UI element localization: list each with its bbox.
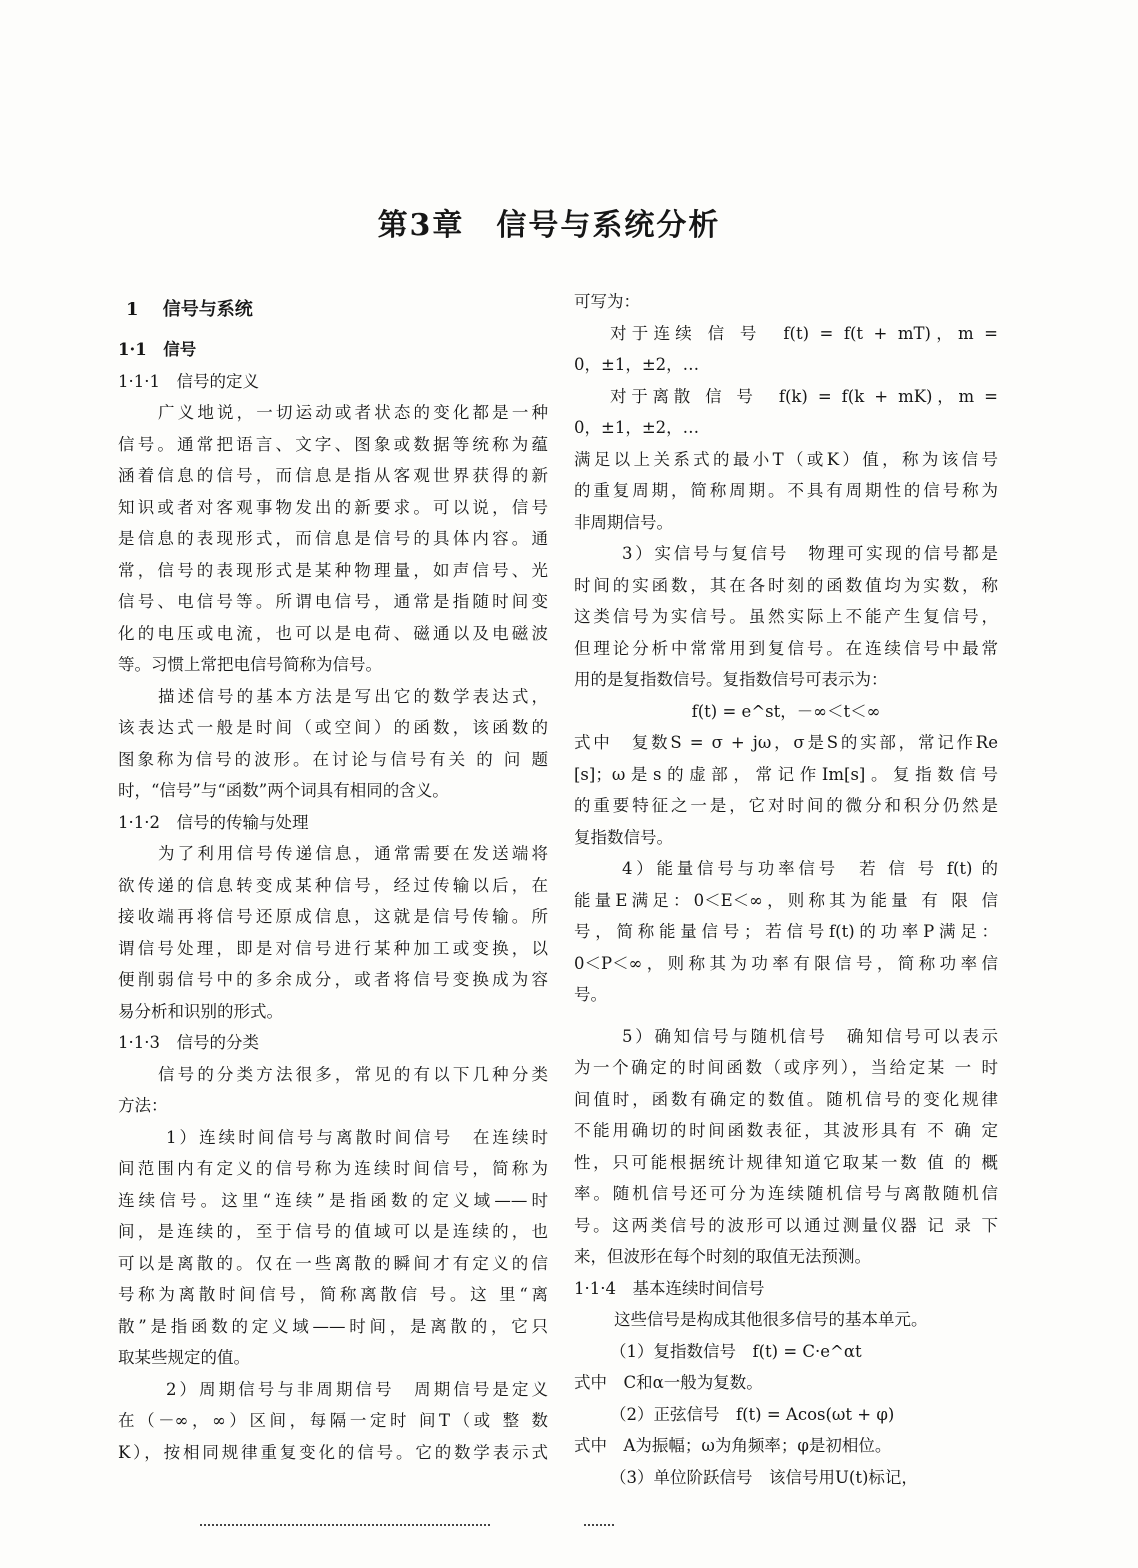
text-line: 1·1 信号 xyxy=(118,340,197,359)
right-column xyxy=(574,286,998,1493)
text-line: 图象称为信号的波形。在讨论与信号有关 的 问 题 xyxy=(118,749,548,769)
text-line: 式中 复数S = σ + jω，σ是S的实部，常记作Re xyxy=(574,733,998,752)
text-line: 0＜P＜∞，则称其为功率有限信号，简称功率信 xyxy=(574,953,998,973)
text-line: K），按相同规律重复变化的信号。它的数学表示式 xyxy=(118,1442,548,1462)
footer-rule xyxy=(200,1524,490,1526)
text-line: 1·1·3 信号的分类 xyxy=(118,1033,259,1052)
text-line: 这类信号为实信号。虽然实际上不能产生复信号， xyxy=(574,607,998,626)
text-line: 为了利用信号传递信息，通常需要在发送端将 xyxy=(158,844,548,863)
text-line: 可以是离散的。仅在一些离散的瞬间才有定义的信 xyxy=(118,1253,548,1273)
text-line: 率。随机信号还可分为连续随机信号与离散随机信 xyxy=(574,1184,998,1203)
text-line: 非周期信号。 xyxy=(574,512,673,532)
text-line: 接收端再将信号还原成信息，这就是信号传输。所 xyxy=(118,907,548,926)
text-line: 对于连续 信 号 f(t) = f(t + mT)，m = xyxy=(610,323,998,343)
text-line: 间范围内有定义的信号称为连续时间信号，简称为 xyxy=(118,1159,548,1178)
text-line: 描述信号的基本方法是写出它的数学表达式， xyxy=(158,686,548,706)
text-line: 5）确知信号与随机信号 确知信号可以表示 xyxy=(622,1026,998,1046)
text-line: 号。这两类信号的波形可以通过测量仪器 记 录 下 xyxy=(574,1215,998,1235)
text-line: 1·1·4 基本连续时间信号 xyxy=(574,1278,765,1298)
text-line: 信号的分类方法很多，常见的有以下几种分类 xyxy=(158,1064,548,1084)
text-line: 知识或者对客观事物发出的新要求。可以说，信号 xyxy=(118,497,548,517)
text-line: [s]；ω是s的虚部，常记作Im[s]。复指数信号 xyxy=(574,764,998,784)
text-line: 0，±1，±2，… xyxy=(574,355,700,374)
text-line: 该表达式一般是时间（或空间）的函数，该函数的 xyxy=(118,718,548,737)
text-line: 在（－∞，∞）区间，每隔一定时 间T（或 整 数 xyxy=(118,1411,548,1430)
text-line: 连续信号。这里“连续”是指函数的定义域——时 xyxy=(118,1190,548,1210)
text-line: 但理论分析中常常用到复信号。在连续信号中最常 xyxy=(574,638,998,658)
text-line: 式中 A为振幅；ω为角频率；φ是初相位。 xyxy=(574,1436,892,1455)
text-line: 性，只可能根据统计规律知道它取某一数 值 的 概 xyxy=(574,1152,998,1172)
text-line: 便削弱信号中的多余成分，或者将信号变换成为容 xyxy=(118,970,548,989)
text-line: 式中 C和α一般为复数。 xyxy=(574,1373,763,1392)
text-line: 取某些规定的值。 xyxy=(118,1348,250,1367)
text-line: 0，±1，±2，… xyxy=(574,418,700,437)
text-line: 1·1·2 信号的传输与处理 xyxy=(118,812,309,832)
text-line: 的重要特征之一是，它对时间的微分和积分仍然是 xyxy=(574,796,998,815)
chapter-title: 第3章 信号与系统分析 xyxy=(377,208,721,243)
text-line: 4）能量信号与功率信号 若 信 号 f(t) 的 xyxy=(622,859,998,878)
text-line: 时，“信号”与“函数”两个词具有相同的含义。 xyxy=(118,781,449,800)
text-line: 谓信号处理，即是对信号进行某种加工或变换，以 xyxy=(118,938,548,958)
text-line: 这些信号是构成其他很多信号的基本单元。 xyxy=(614,1310,928,1329)
text-line: 的重复周期，简称周期。不具有周期性的信号称为 xyxy=(574,481,998,500)
text-line: 来，但波形在每个时刻的取值无法预测。 xyxy=(574,1247,871,1266)
text-line: f(t) = e^st，－∞＜t＜∞ xyxy=(691,701,881,721)
text-line: 号，简称能量信号；若信号f(t)的功率P满足： xyxy=(574,922,998,941)
text-line: 2）周期信号与非周期信号 周期信号是定义 xyxy=(166,1379,548,1399)
text-line: 涵着信息的信号，而信息是指从客观世界获得的新 xyxy=(118,466,548,485)
text-line: 能量E满足：0＜E＜∞，则称其为能量 有 限 信 xyxy=(574,890,998,910)
text-line: （2）正弦信号 f(t) = Acos(ωt + φ) xyxy=(610,1404,895,1424)
text-line: 信号。通常把语言、文字、图象或数据等统称为蕴 xyxy=(118,434,548,454)
text-line: 1 信号与系统 xyxy=(126,299,253,320)
text-line: 对于离散 信 号 f(k) = f(k + mK)，m = xyxy=(610,386,998,406)
text-line: 时间的实函数，其在各时刻的函数值均为实数，称 xyxy=(574,575,998,595)
text-line: 3）实信号与复信号 物理可实现的信号都是 xyxy=(622,544,998,563)
text-line: 间值时，函数有确定的数值。随机信号的变化规律 xyxy=(574,1089,998,1109)
text-line: 广义地说，一切运动或者状态的变化都是一种 xyxy=(158,403,548,422)
text-line: 易分析和识别的形式。 xyxy=(118,1001,283,1021)
text-line: 号。 xyxy=(574,985,607,1004)
text-line: 1）连续时间信号与离散时间信号 在连续时 xyxy=(166,1127,548,1147)
text-line: 化的电压或电流，也可以是电荷、磁通以及电磁波 xyxy=(118,623,548,643)
text-line: 方法： xyxy=(118,1096,168,1115)
text-line: 是信息的表现形式，而信息是信号的具体内容。通 xyxy=(118,529,548,548)
text-line: 等。习惯上常把电信号简称为信号。 xyxy=(118,655,382,674)
text-line: 为一个确定的时间函数（或序列），当给定某 一 时 xyxy=(574,1058,998,1077)
text-line: 不能用确切的时间函数表征，其波形具有 不 确 定 xyxy=(574,1121,998,1140)
text-line xyxy=(574,1011,998,1021)
text-line: 常，信号的表现形式是某种物理量，如声信号、光 xyxy=(118,560,548,580)
text-line: 可写为： xyxy=(574,292,640,311)
text-line: （1）复指数信号 f(t) = C·e^αt xyxy=(610,1341,862,1361)
text-line: 间，是连续的，至于信号的值域可以是连续的，也 xyxy=(118,1222,548,1241)
text-line: 用的是复指数信号。复指数信号可表示为： xyxy=(574,670,888,689)
footer-rule-short xyxy=(584,1524,614,1526)
text-line: 信号、电信号等。所谓电信号，通常是指随时间变 xyxy=(118,592,548,611)
text-line: 1·1·1 信号的定义 xyxy=(118,371,259,391)
text-line: 号称为离散时间信号，简称离散信 号。这 里“离 xyxy=(118,1285,548,1304)
text-line: 散”是指函数的定义域——时间，是离散的，它只 xyxy=(118,1316,548,1336)
text-line: 满足以上关系式的最小T（或K）值，称为该信号 xyxy=(574,449,998,469)
text-line: 欲传递的信息转变成某种信号，经过传输以后，在 xyxy=(118,875,548,895)
text-line: 复指数信号。 xyxy=(574,827,673,847)
text-line: （3）单位阶跃信号 该信号用U(t)标记， xyxy=(610,1467,918,1487)
left-column xyxy=(118,286,548,1468)
